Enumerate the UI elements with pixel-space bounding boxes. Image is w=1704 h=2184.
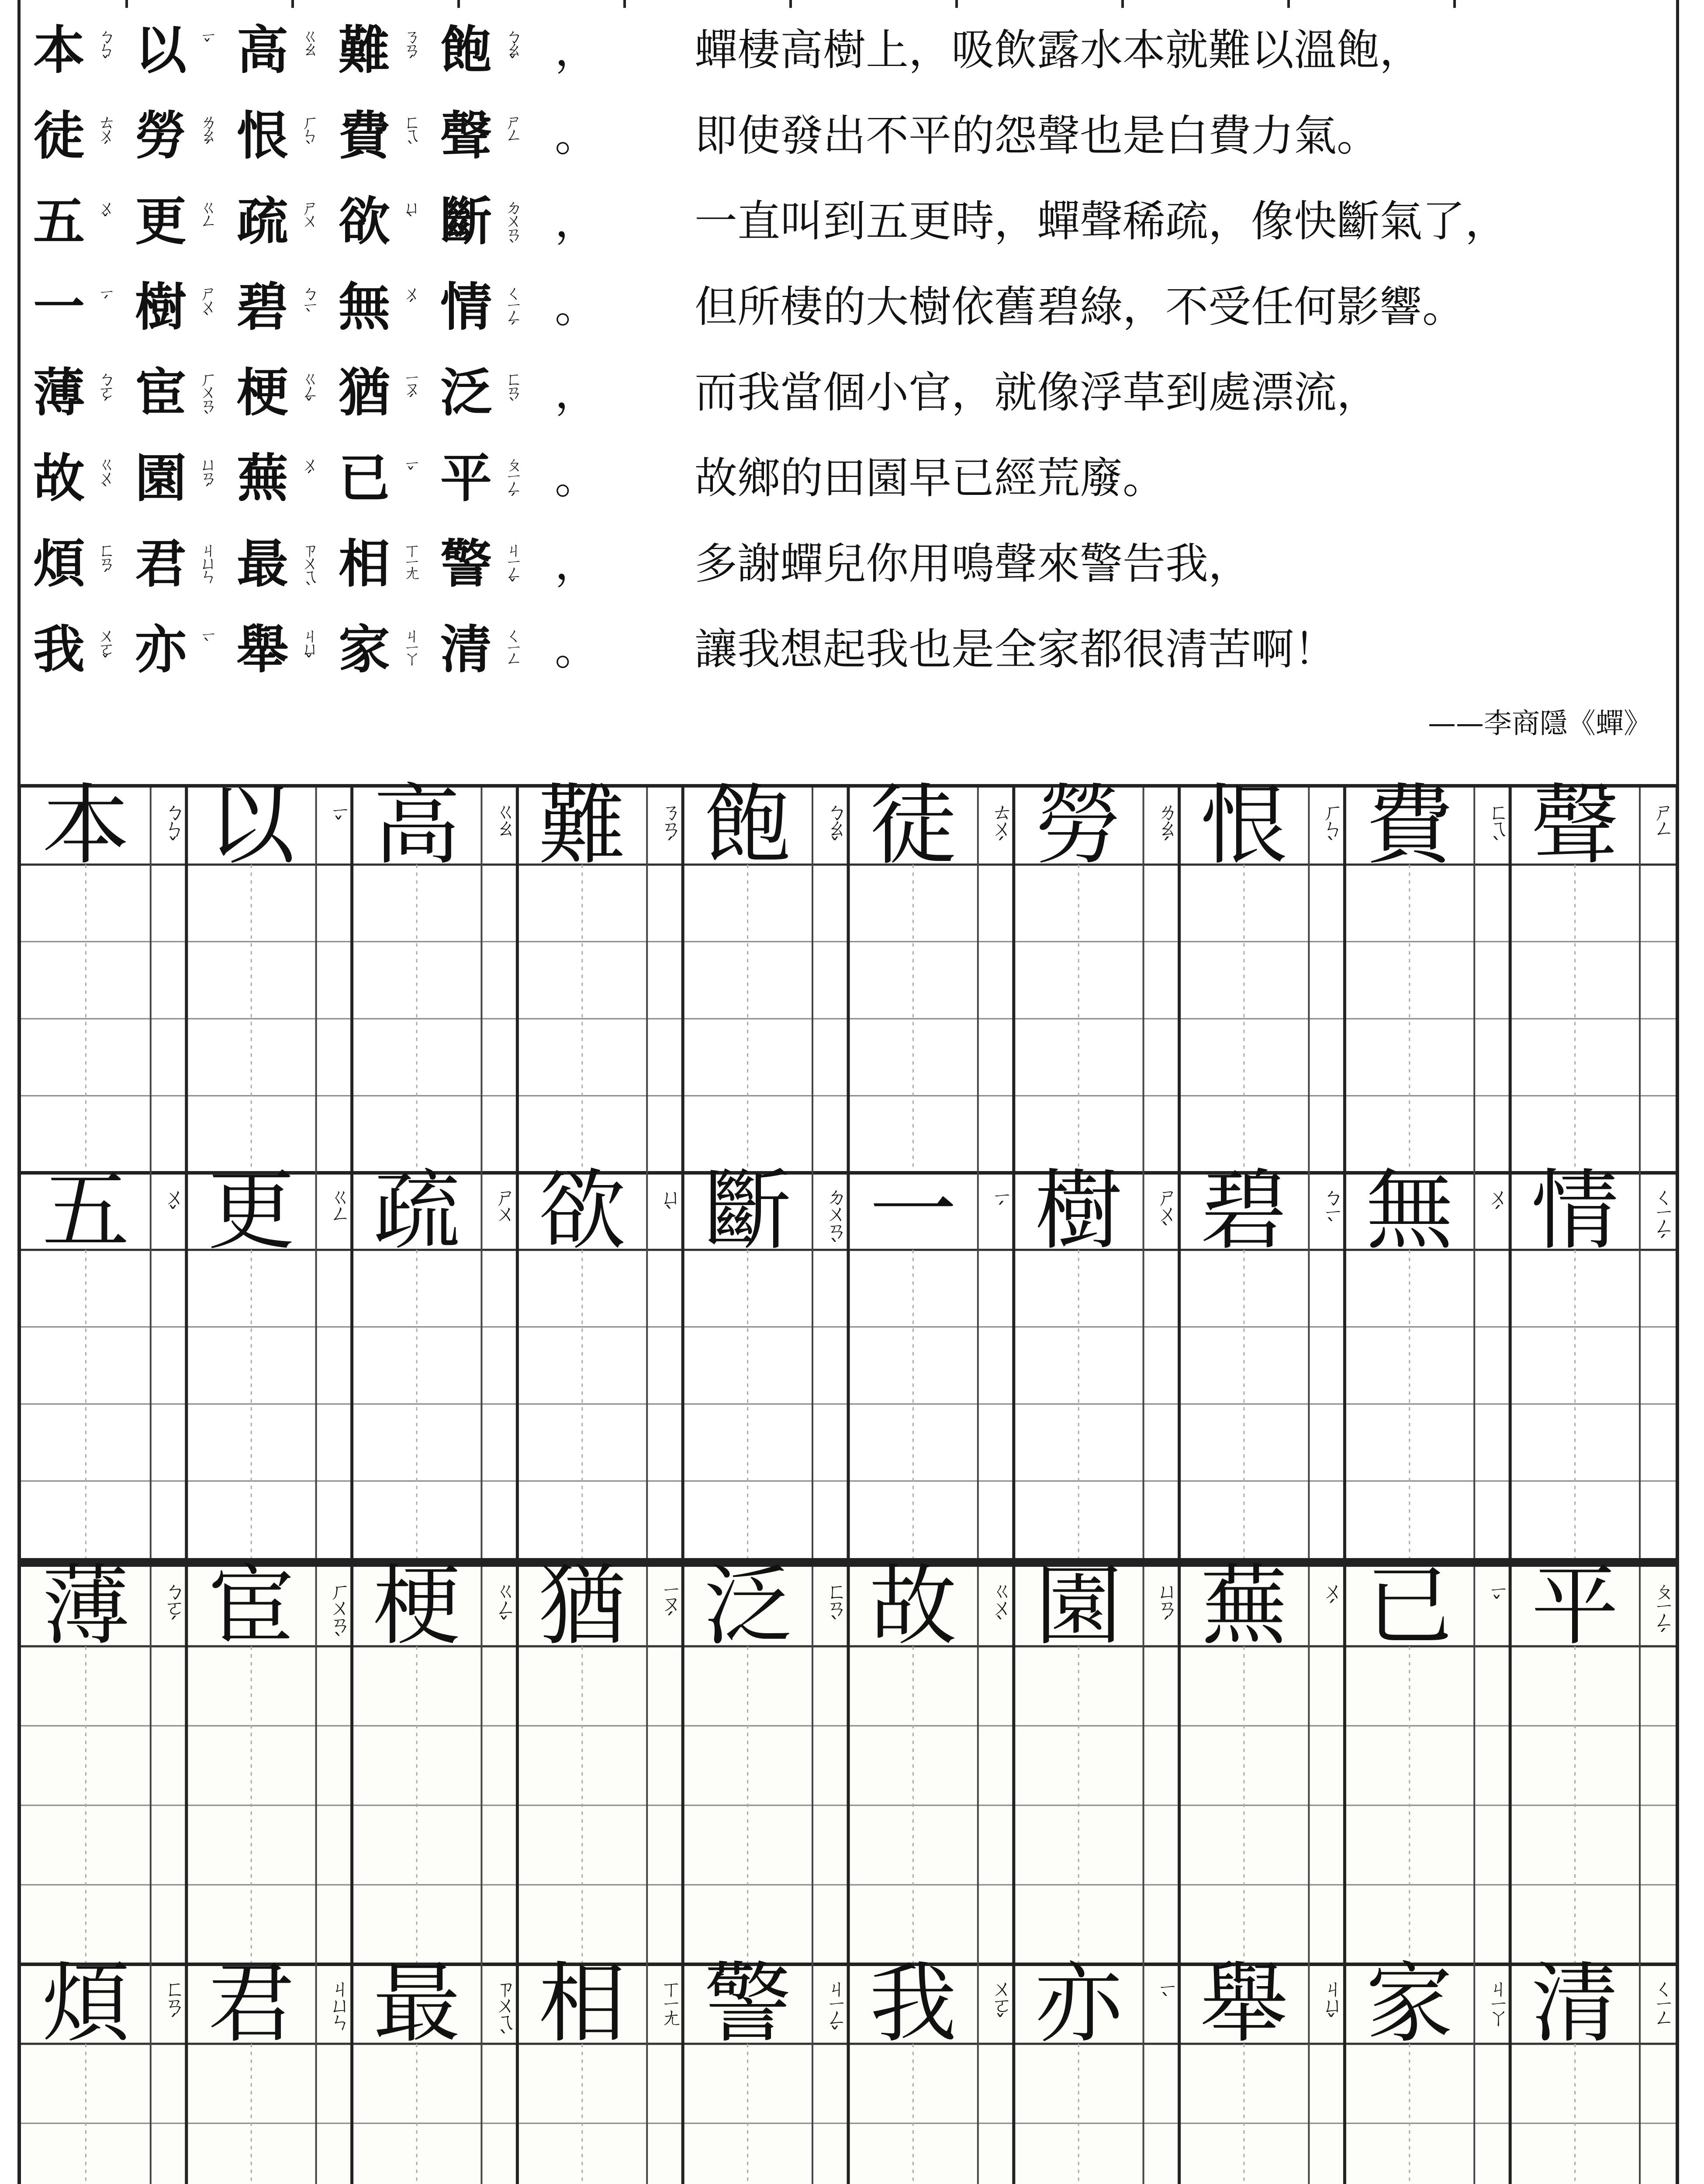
poem-char: 梗: [236, 362, 288, 423]
zhuyin-annotation: ㄕㄨ: [491, 1186, 516, 1219]
zhuyin-annotation: ㄨˊ: [1319, 1580, 1344, 1617]
model-character: 已: [1365, 1555, 1453, 1657]
zhuyin-annotation: ㄗㄨㄟˋ: [299, 541, 319, 596]
grid-cell[interactable]: [1179, 1160, 1309, 1262]
grid-cell[interactable]: [21, 1555, 151, 1657]
grid-cell[interactable]: [683, 1953, 812, 2055]
grid-cell[interactable]: [352, 1555, 482, 1657]
zhuyin-annotation: ㄐㄧㄚ: [401, 626, 421, 662]
zhuyin-annotation: ㄨˇ: [95, 198, 115, 227]
poem-char: 已: [338, 448, 390, 508]
zhuyin-annotation: ㄩㄢˊ: [1153, 1580, 1178, 1633]
poem-char: 故: [33, 448, 85, 508]
model-character: 警: [704, 1953, 792, 2055]
grid-cell[interactable]: [1345, 1555, 1474, 1657]
zhuyin-annotation: ㄑㄧㄥ: [1650, 1977, 1674, 2023]
grid-cell[interactable]: [1014, 1160, 1144, 1262]
zhuyin-annotation: ㄨˊ: [299, 455, 319, 484]
zhuyin-annotation: ㄕㄥ: [502, 113, 522, 139]
model-character: 聲: [1531, 775, 1619, 877]
model-character: 清: [1531, 1953, 1619, 2055]
poem-char: 煩: [33, 533, 85, 594]
writing-grid-upper: [17, 775, 1679, 1562]
poem-char: 舉: [236, 619, 288, 680]
translation-line: 即使發出不平的怨聲也是白費力氣。: [695, 111, 1380, 161]
zhuyin-annotation: ㄅㄠˇ: [823, 801, 847, 854]
poem-char: 宦: [135, 362, 187, 423]
zhuyin-annotation: ㄕㄥ: [1650, 801, 1674, 834]
zhuyin-annotation: ㄑㄧㄥˊ: [1650, 1186, 1674, 1252]
zhuyin-annotation: ㄐㄩㄣ: [197, 541, 217, 580]
poem-char: 我: [33, 619, 85, 680]
zhuyin-annotation: ㄈㄟˋ: [401, 113, 421, 155]
poem-char: 樹: [135, 276, 187, 337]
top-tick: [1287, 0, 1290, 8]
zhuyin-annotation: ㄧˇ: [197, 27, 217, 52]
model-character: 以: [207, 775, 295, 877]
grid-cell[interactable]: [1014, 775, 1144, 877]
poem-char: 碧: [236, 276, 288, 337]
zhuyin-annotation: ㄕㄨ: [299, 198, 319, 225]
model-character: 亦: [1035, 1953, 1123, 2055]
grid-cell[interactable]: [683, 1160, 812, 1262]
translation-line: 但所棲的大樹依舊碧綠，不受任何影響。: [695, 282, 1466, 332]
grid-cell[interactable]: [352, 775, 482, 877]
grid-cell[interactable]: [352, 1160, 482, 1262]
poem-char: 高: [236, 20, 288, 80]
model-character: 高: [373, 775, 460, 877]
poem-char: 亦: [135, 619, 187, 680]
zhuyin-annotation: ㄍㄥ: [197, 198, 217, 225]
zhuyin-annotation: ㄉㄨㄢˋ: [502, 198, 522, 253]
grid-cell[interactable]: [21, 775, 151, 877]
model-character: 泛: [704, 1555, 792, 1657]
grid-cell[interactable]: [517, 775, 647, 877]
zhuyin-annotation: ㄅㄣˇ: [160, 801, 185, 854]
zhuyin-annotation: ㄊㄨˊ: [95, 113, 115, 155]
grid-cell[interactable]: [1345, 1160, 1474, 1262]
top-tick: [1453, 0, 1456, 8]
model-character: 本: [42, 775, 130, 877]
model-character: 園: [1035, 1555, 1123, 1657]
zhuyin-annotation: ㄅㄧˋ: [1319, 1186, 1344, 1235]
top-tick: [457, 0, 460, 8]
zhuyin-annotation: ㄨㄛˇ: [95, 626, 115, 668]
poem-char: 以: [135, 20, 187, 80]
model-character: 猶: [538, 1555, 626, 1657]
model-character: 五: [42, 1160, 130, 1262]
zhuyin-annotation: ㄅㄧˋ: [299, 284, 319, 322]
zhuyin-annotation: ㄍㄠ: [299, 27, 319, 53]
zhuyin-annotation: ㄅㄠˇ: [502, 27, 522, 69]
zhuyin-annotation: ㄅㄣˇ: [95, 27, 115, 69]
zhuyin-annotation: ㄨˇ: [160, 1186, 185, 1223]
grid-cell[interactable]: [1345, 775, 1474, 877]
poem-char: 相: [338, 533, 390, 594]
model-character: 難: [538, 775, 626, 877]
zhuyin-annotation: ㄌㄠˊ: [1153, 801, 1178, 854]
zhuyin-annotation: ㄏㄣˋ: [1319, 801, 1344, 854]
poem-char: 家: [338, 619, 390, 680]
model-character: 斷: [704, 1160, 792, 1262]
poem-char: 園: [135, 448, 187, 508]
poem-char: 薄: [33, 362, 85, 423]
poem-char: 欲: [338, 191, 390, 252]
zhuyin-annotation: ㄒㄧㄤ: [401, 541, 421, 577]
zhuyin-annotation: ㄆㄧㄥˊ: [502, 455, 522, 507]
zhuyin-annotation: ㄨˊ: [1484, 1186, 1509, 1223]
zhuyin-annotation: ㄑㄧㄥ: [502, 626, 522, 662]
zhuyin-annotation: ㄕㄨˋ: [197, 284, 217, 326]
poem-char: 無: [338, 276, 390, 337]
poem-char: 猶: [338, 362, 390, 423]
zhuyin-annotation: ㄧˊ: [95, 284, 115, 309]
grid-cell[interactable]: [517, 1953, 647, 2055]
zhuyin-annotation: ㄩˋ: [657, 1186, 682, 1223]
zhuyin-annotation: ㄈㄢˊ: [95, 541, 115, 583]
poem-char: 蕪: [236, 448, 288, 508]
zhuyin-annotation: ㄐㄧㄚ: [1484, 1977, 1509, 2023]
poem-char: 飽: [440, 20, 492, 80]
grid-cell[interactable]: [683, 1555, 812, 1657]
grid-cell[interactable]: [1510, 1160, 1640, 1262]
poem-attribution: ——李商隱《蟬》: [1428, 708, 1652, 740]
model-character: 蕪: [1200, 1555, 1288, 1657]
zhuyin-annotation: ㄧㄡˊ: [401, 370, 421, 408]
zhuyin-annotation: ㄐㄩㄣ: [326, 1977, 351, 2027]
poem-char: 平: [440, 448, 492, 508]
grid-cell[interactable]: [1179, 1555, 1309, 1657]
poem-char: 勞: [135, 105, 187, 166]
model-character: 費: [1365, 775, 1453, 877]
zhuyin-annotation: ㄕㄨˋ: [1153, 1186, 1178, 1239]
grid-cell[interactable]: [187, 1953, 316, 2055]
grid-cell[interactable]: [1014, 1953, 1144, 2055]
poem-char: 疏: [236, 191, 288, 252]
model-character: 相: [538, 1953, 626, 2055]
zhuyin-annotation: ㄅㄛˊ: [160, 1580, 185, 1633]
zhuyin-annotation: ㄐㄧㄥˇ: [823, 1977, 847, 2043]
grid-cell[interactable]: [1345, 1953, 1474, 2055]
grid-cell[interactable]: [1510, 1555, 1640, 1657]
model-character: 欲: [538, 1160, 626, 1262]
zhuyin-annotation: ㄍㄥˇ: [491, 1580, 516, 1633]
zhuyin-annotation: ㄋㄢˊ: [657, 801, 682, 854]
poem-char: 一: [33, 276, 85, 337]
poem-punctuation: 。: [555, 281, 598, 332]
zhuyin-annotation: ㄈㄟˋ: [1484, 801, 1509, 854]
zhuyin-annotation: ㄈㄢˋ: [502, 370, 522, 411]
model-character: 更: [207, 1160, 295, 1262]
grid-cell[interactable]: [187, 1160, 316, 1262]
translation-line: 多謝蟬兒你用鳴聲來警告我，: [695, 539, 1251, 589]
poem-char: 聲: [440, 105, 492, 166]
poem-char: 難: [338, 20, 390, 80]
top-tick: [291, 0, 294, 8]
zhuyin-annotation: ㄉㄨㄢˋ: [823, 1186, 847, 1256]
poem-char: 恨: [236, 105, 288, 166]
poem-punctuation: 。: [555, 453, 598, 504]
zhuyin-annotation: ㄍㄨˋ: [95, 455, 115, 497]
model-character: 故: [869, 1555, 957, 1657]
model-character: 樹: [1035, 1160, 1123, 1262]
grid-cell[interactable]: [21, 1953, 151, 2055]
zhuyin-annotation: ㄆㄧㄥˊ: [1650, 1580, 1674, 1646]
zhuyin-annotation: ㄈㄢˋ: [823, 1580, 847, 1633]
model-character: 恨: [1200, 775, 1288, 877]
zhuyin-annotation: ㄍㄨˋ: [988, 1580, 1013, 1633]
grid-cell[interactable]: [1014, 1555, 1144, 1657]
top-tick: [125, 0, 128, 8]
poem-char: 最: [236, 533, 288, 594]
top-tick: [955, 0, 958, 8]
grid-cell[interactable]: [517, 1555, 647, 1657]
translation-line: 讓我想起我也是全家都很清苦啊！: [695, 625, 1337, 674]
poem-char: 情: [440, 276, 492, 337]
poem-punctuation: ，: [555, 538, 598, 589]
model-character: 平: [1531, 1555, 1619, 1657]
model-character: 我: [869, 1953, 957, 2055]
translation-line: 一直叫到五更時，蟬聲稀疏，像快斷氣了，: [695, 197, 1508, 246]
model-character: 舉: [1200, 1953, 1288, 2055]
model-character: 情: [1531, 1160, 1619, 1262]
poem-punctuation: ，: [555, 24, 598, 76]
top-tick: [789, 0, 792, 8]
top-tick: [623, 0, 626, 8]
zhuyin-annotation: ㄒㄧㄤ: [657, 1977, 682, 2023]
grid-cell[interactable]: [848, 1555, 978, 1657]
top-tick: [1121, 0, 1124, 8]
zhuyin-annotation: ㄏㄣˋ: [299, 113, 319, 155]
zhuyin-annotation: ㄧˇ: [326, 801, 351, 833]
model-character: 君: [207, 1953, 295, 2055]
zhuyin-annotation: ㄧˋ: [1153, 1977, 1178, 2010]
grid-cell[interactable]: [1179, 775, 1309, 877]
zhuyin-annotation: ㄏㄨㄢˋ: [326, 1580, 351, 1650]
zhuyin-annotation: ㄧˇ: [1484, 1580, 1509, 1613]
grid-cell[interactable]: [352, 1953, 482, 2055]
poem-char: 本: [33, 20, 85, 80]
zhuyin-annotation: ㄨㄛˇ: [988, 1977, 1013, 2031]
zhuyin-annotation: ㄨˊ: [401, 284, 421, 313]
poem-char: 警: [440, 533, 492, 594]
grid-cell[interactable]: [1510, 775, 1640, 877]
model-character: 梗: [373, 1555, 460, 1657]
grid-cell[interactable]: [21, 1160, 151, 1262]
zhuyin-annotation: ㄍㄥˇ: [299, 370, 319, 411]
grid-cell[interactable]: [187, 1555, 316, 1657]
poem-char: 更: [135, 191, 187, 252]
translation-line: 而我當個小官，就像浮草到處漂流，: [695, 368, 1380, 418]
zhuyin-annotation: ㄏㄨㄢˋ: [197, 370, 217, 425]
zhuyin-annotation: ㄋㄢˊ: [401, 27, 421, 69]
model-character: 煩: [42, 1953, 130, 2055]
poem-punctuation: ，: [555, 367, 598, 418]
grid-cell[interactable]: [848, 1953, 978, 2055]
model-character: 薄: [42, 1555, 130, 1657]
grid-cell[interactable]: [517, 1160, 647, 1262]
grid-cell[interactable]: [1510, 1953, 1640, 2055]
translation-line: 蟬棲高樹上，吸飲露水本就難以溫飽，: [695, 25, 1423, 75]
zhuyin-annotation: ㄩˋ: [401, 198, 421, 227]
poem-punctuation: 。: [555, 110, 598, 161]
poem-char: 徒: [33, 105, 85, 166]
zhuyin-annotation: ㄗㄨㄟˋ: [491, 1977, 516, 2047]
grid-cell[interactable]: [683, 775, 812, 877]
zhuyin-annotation: ㄈㄢˊ: [160, 1977, 185, 2031]
zhuyin-annotation: ㄐㄧㄥˇ: [502, 541, 522, 592]
model-character: 最: [373, 1953, 460, 2055]
grid-cell[interactable]: [187, 775, 316, 877]
poem-char: 君: [135, 533, 187, 594]
poem-char: 清: [440, 619, 492, 680]
zhuyin-annotation: ㄍㄥ: [326, 1186, 351, 1219]
model-character: 一: [869, 1160, 957, 1262]
grid-cell[interactable]: [848, 775, 978, 877]
model-character: 徒: [869, 775, 957, 877]
model-character: 勞: [1035, 775, 1123, 877]
zhuyin-annotation: ㄧˋ: [197, 626, 217, 652]
zhuyin-annotation: ㄐㄩˇ: [1319, 1977, 1344, 2031]
zhuyin-annotation: ㄩㄢˊ: [197, 455, 217, 497]
model-character: 疏: [373, 1160, 460, 1262]
model-character: 宦: [207, 1555, 295, 1657]
model-character: 碧: [1200, 1160, 1288, 1262]
zhuyin-annotation: ㄐㄩˇ: [299, 626, 319, 668]
model-character: 飽: [704, 775, 792, 877]
zhuyin-annotation: ㄅㄛˊ: [95, 370, 115, 411]
grid-cell[interactable]: [1179, 1953, 1309, 2055]
zhuyin-annotation: ㄧㄡˊ: [657, 1580, 682, 1629]
writing-grid-lower: [17, 1555, 1679, 2184]
zhuyin-annotation: ㄍㄠ: [491, 801, 516, 834]
poem-char: 五: [33, 191, 85, 252]
model-character: 家: [1365, 1953, 1453, 2055]
zhuyin-annotation: ㄧˊ: [988, 1186, 1013, 1219]
poem-char: 泛: [440, 362, 492, 423]
grid-cell[interactable]: [848, 1160, 978, 1262]
zhuyin-annotation: ㄑㄧㄥˊ: [502, 284, 522, 335]
zhuyin-annotation: ㄌㄠˊ: [197, 113, 217, 155]
zhuyin-annotation: ㄊㄨˊ: [988, 801, 1013, 854]
poem-char: 費: [338, 105, 390, 166]
poem-char: 斷: [440, 191, 492, 252]
translation-line: 故鄉的田園早已經荒廢。: [695, 453, 1166, 503]
poem-punctuation: ，: [555, 196, 598, 247]
zhuyin-annotation: ㄧˇ: [401, 455, 421, 480]
model-character: 無: [1365, 1160, 1453, 1262]
poem-punctuation: 。: [555, 624, 598, 675]
